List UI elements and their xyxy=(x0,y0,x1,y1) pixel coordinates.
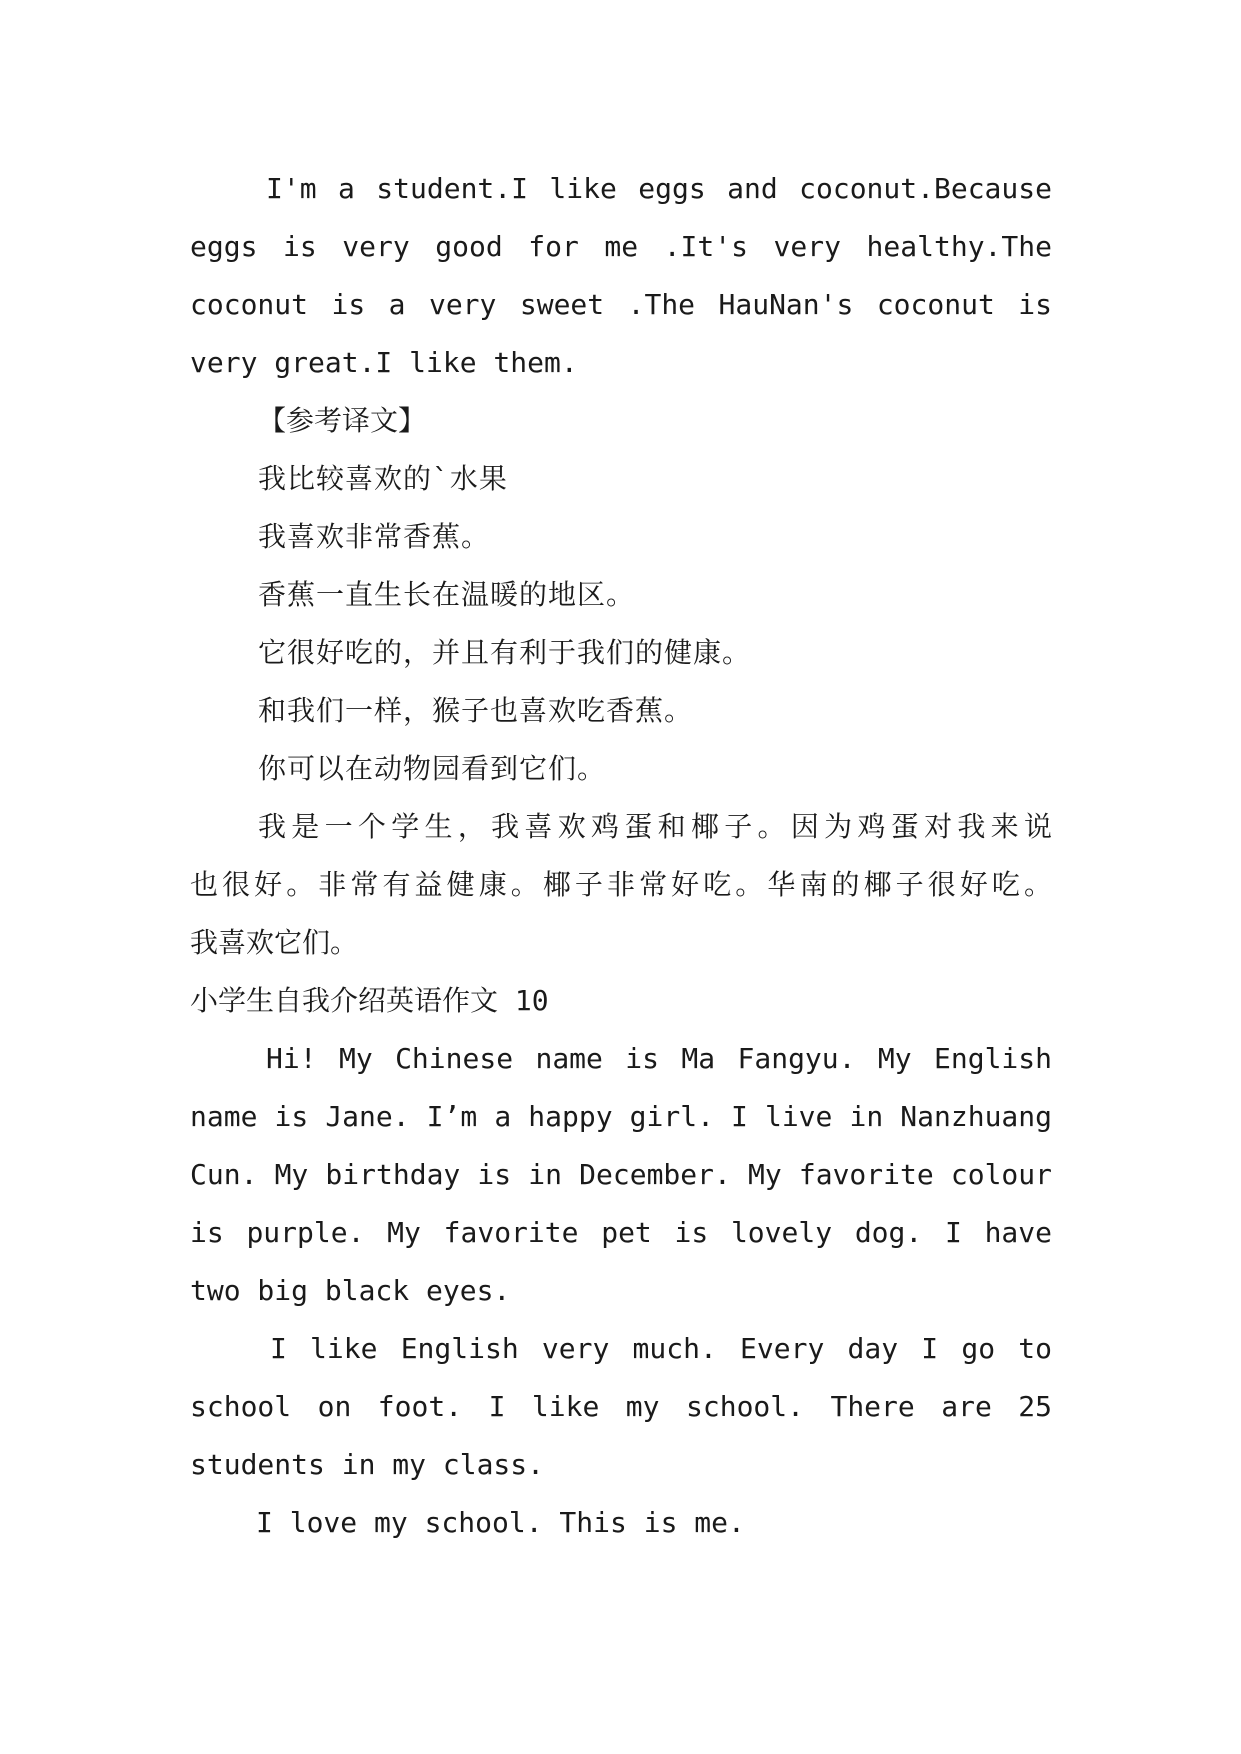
essay10-para2-line-2: school on foot. I like my school. There are 25 xyxy=(190,1390,1052,1423)
essay9-cn-line-4: 它很好吃的，并且有利于我们的健康。 xyxy=(258,636,752,669)
essay9-en-line-3: coconut is a very sweet .The HauNan's coconut is xyxy=(190,288,1052,321)
essay9-en-line-4: very great.I like them. xyxy=(190,346,578,379)
essay10-para1-line-4: is purple. My favorite pet is lovely dog. I have xyxy=(190,1216,1052,1249)
essay9-cn-para-line-1: 我是一个学生，我喜欢鸡蛋和椰子。因为鸡蛋对我来说 xyxy=(258,810,1052,843)
essay10-para2-line-3: students in my class. xyxy=(190,1448,545,1481)
essay9-cn-line-6: 你可以在动物园看到它们。 xyxy=(258,752,607,785)
essay10-para1-line-5: two big black eyes. xyxy=(190,1274,511,1307)
essay9-cn-line-5: 和我们一样，猴子也喜欢吃香蕉。 xyxy=(258,694,694,727)
essay9-cn-para-line-3: 我喜欢它们。 xyxy=(190,926,359,959)
essay10-para1-line-2: name is Jane. I’m a happy girl. I live in Nanzhuang xyxy=(190,1100,1052,1133)
essay9-cn-para-line-2: 也很好。非常有益健康。椰子非常好吃。华南的椰子很好吃。 xyxy=(190,868,1052,901)
essay9-cn-line-2: 我喜欢非常香蕉。 xyxy=(258,520,491,553)
essay10-para2-line-1: I like English very much. Every day I go to xyxy=(270,1332,1052,1365)
essay9-en-line-2: eggs is very good for me .It's very healthy.The xyxy=(190,230,1052,263)
essay9-cn-line-1: 我比较喜欢的`水果 xyxy=(258,462,508,495)
document-page xyxy=(190,160,1052,1552)
essay9-en-line-1: I'm a student.I like eggs and coconut.Because xyxy=(266,172,1052,205)
reference-translation-heading: 【参考译文】 xyxy=(258,404,427,437)
essay10-para3: I love my school. This is me. xyxy=(256,1506,745,1539)
essay9-cn-line-3: 香蕉一直生长在温暖的地区。 xyxy=(258,578,636,611)
essay10-para1-line-1: Hi! My Chinese name is Ma Fangyu. My English xyxy=(266,1042,1052,1075)
essay10-title: 小学生自我介绍英语作文 10 xyxy=(190,984,549,1017)
essay10-para1-line-3: Cun. My birthday is in December. My favorite colour xyxy=(190,1158,1052,1191)
